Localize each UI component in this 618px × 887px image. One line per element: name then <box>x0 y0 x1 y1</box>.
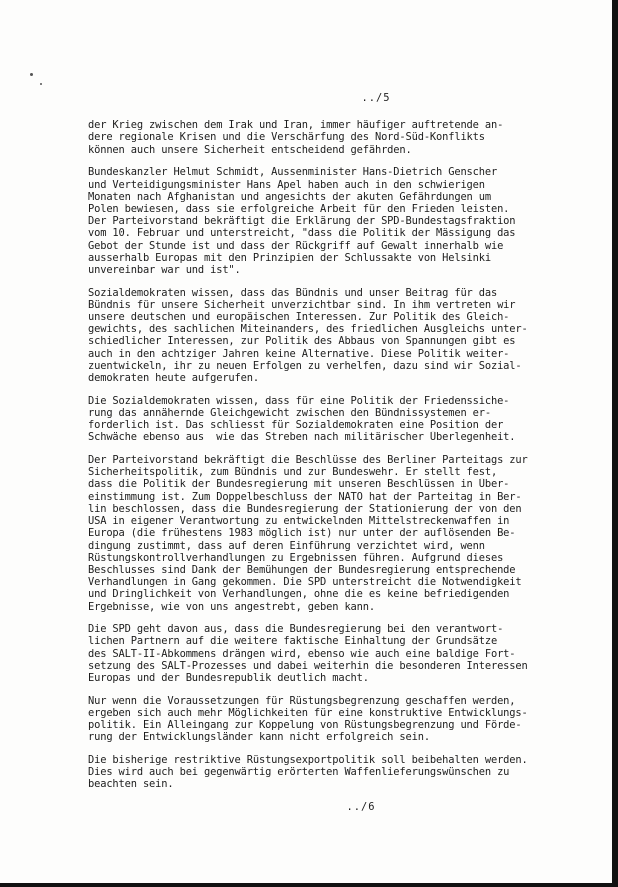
text-line: Gebot der Stunde ist und dass der Rückgriff auf Gewalt innerhalb wie <box>88 239 504 252</box>
text-line: Polen bewiesen, dass sie erfolgreiche Arbeit für den Frieden leisten. <box>88 202 510 215</box>
text-line: und Dringlichkeit von Verhandlungen, ohne die es keine befriedigenden <box>88 588 510 601</box>
text-line: USA in eigener Verantwortung zu entwickelnden Mittelstreckenwaffen in <box>88 515 510 528</box>
text-line: Nur wenn die Voraussetzungen für Rüstungsbegrenzung geschaffen werden, <box>88 694 516 707</box>
paragraph <box>88 623 594 684</box>
text-line: Dies wird auch bei gegenwärtig erörterten Waffenlieferungswünschen zu <box>88 766 510 779</box>
text-line: dass die Politik der Bundesregierung mit unseren Beschlüssen in Über- <box>88 478 510 491</box>
scan-edge-bottom <box>0 883 618 887</box>
text-line: Der Parteivorstand bekräftigt die Beschlüsse des Berliner Parteitags zur <box>88 454 528 467</box>
text-line: Beschlusses sind Dank der Bemühungen der Bundesregierung entsprechende <box>88 563 516 576</box>
text-line: zuentwickeln, ihr zu neuen Erfolgen zu verhelfen, dazu sind wir Sozial- <box>88 359 522 372</box>
scan-edge-right <box>612 0 618 887</box>
text-line: schiedlicher Interessen, zur Politik des Abbaus von Spannungen gibt es <box>88 335 516 348</box>
text-line: Die bisherige restriktive Rüstungsexportpolitik soll beibehalten werden. <box>88 754 528 767</box>
text-line: und Verteidigungsminister Hans Apel haben auch in den schwierigen <box>88 178 485 191</box>
paragraph <box>88 695 594 744</box>
paragraph-list <box>88 119 594 790</box>
text-line: forderlich ist. Das schliesst für Sozialdemokraten eine Position der <box>88 419 504 432</box>
text-line: der Krieg zwischen dem Irak und Iran, immer häufiger auftretende an- <box>88 119 504 132</box>
text-line: Der Parteivorstand bekräftigt die Erklärung der SPD-Bundestagsfraktion <box>88 215 516 228</box>
text-line: dingung zustimmt, dass auf deren Einführung verzichtet wird, wenn <box>88 539 485 552</box>
text-line: Die SPD geht davon aus, dass die Bundesregierung bei den verantwort- <box>88 623 504 636</box>
text-line: vom 10. Februar und unterstreicht, "dass die Politik der Mässigung das <box>88 227 516 240</box>
scan-speck <box>40 83 42 85</box>
text-line: Europa (die frühestens 1983 möglich ist) nur unter der auflösenden Be- <box>88 527 516 540</box>
text-line: können auch unsere Sicherheit entscheidend gefährden. <box>88 143 412 156</box>
page-number-bottom: ../6 <box>346 801 376 814</box>
text-line: Ergebnisse, wie von uns angestrebt, geben kann. <box>88 600 375 613</box>
text-line: Europas und der Bundesrepublik deutlich macht. <box>88 672 369 685</box>
text-line: Sozialdemokraten wissen, dass das Bündnis und unser Beitrag für das <box>88 286 498 299</box>
page-number-top: ../5 <box>361 92 391 104</box>
text-line: politik. Ein Alleingang zur Koppelung von Rüstungsbegrenzung und Förde- <box>88 719 522 732</box>
text-line: Bundeskanzler Helmut Schmidt, Aussenminister Hans-Dietrich Genscher <box>88 166 498 179</box>
paragraph <box>88 395 594 444</box>
text-line: Monaten nach Afghanistan und angesichts der akuten Gefährdungen um <box>88 190 491 203</box>
text-line: ergeben sich auch mehr Möglichkeiten für eine konstruktive Entwicklungs- <box>88 706 528 719</box>
document-body <box>88 92 594 813</box>
text-line: Sicherheitspolitik, zum Bündnis und zur Bundeswehr. Er stellt fest, <box>88 466 498 479</box>
text-line: rung der Entwicklungsländer kann nicht erfolgreich sein. <box>88 731 430 744</box>
text-line: Die Sozialdemokraten wissen, dass für eine Politik der Friedenssiche- <box>88 394 510 407</box>
text-line: Verhandlungen in Gang gekommen. Die SPD unterstreicht die Notwendigkeit <box>88 576 522 589</box>
text-line: auch in den achtziger Jahren keine Alternative. Diese Politik weiter- <box>88 347 510 360</box>
text-line: einstimmung ist. Zum Doppelbeschluss der NATO hat der Parteitag in Ber- <box>88 490 522 503</box>
text-line: rung das annähernde Gleichgewicht zwischen den Bündnissystemen er- <box>88 406 491 419</box>
text-line: unsere deutschen und europäischen Interessen. Zur Politik des Gleich- <box>88 311 510 324</box>
text-line: lin beschlossen, dass die Bundesregierung der Stationierung der von den <box>88 502 522 515</box>
paragraph <box>88 119 594 156</box>
text-line: Bündnis für unsere Sicherheit unverzichtbar sind. In ihm vertreten wir <box>88 298 516 311</box>
text-line: unvereinbar war und ist". <box>88 263 241 276</box>
text-line: gewichts, des sachlichen Miteinanders, des friedlichen Ausgleichs unter- <box>88 323 528 336</box>
text-line: demokraten heute aufgerufen. <box>88 372 259 385</box>
text-line: ausserhalb Europas mit den Prinzipien der Schlussakte von Helsinki <box>88 251 491 264</box>
paragraph <box>88 454 594 613</box>
text-line: lichen Partnern auf die weitere faktische Einhaltung der Grundsätze <box>88 635 498 648</box>
text-line: Rüstungskontrollverhandlungen zu Ergebnissen führen. Aufgrund dieses <box>88 551 504 564</box>
paragraph <box>88 287 594 385</box>
paragraph <box>88 754 594 791</box>
text-line: des SALT-II-Abkommens drängen wird, ebenso wie auch eine baldige Fort- <box>88 647 516 660</box>
text-line: beachten sein. <box>88 778 174 791</box>
paragraph <box>88 166 594 276</box>
scan-speck <box>30 73 33 76</box>
text-line: dere regionale Krisen und die Verschärfung des Nord-Süd-Konflikts <box>88 131 485 144</box>
text-line: Schwäche ebenso aus wie das Streben nach militärischer Überlegenheit. <box>88 431 516 444</box>
text-line: setzung des SALT-Prozesses und dabei weiterhin die besonderen Interessen <box>88 659 528 672</box>
